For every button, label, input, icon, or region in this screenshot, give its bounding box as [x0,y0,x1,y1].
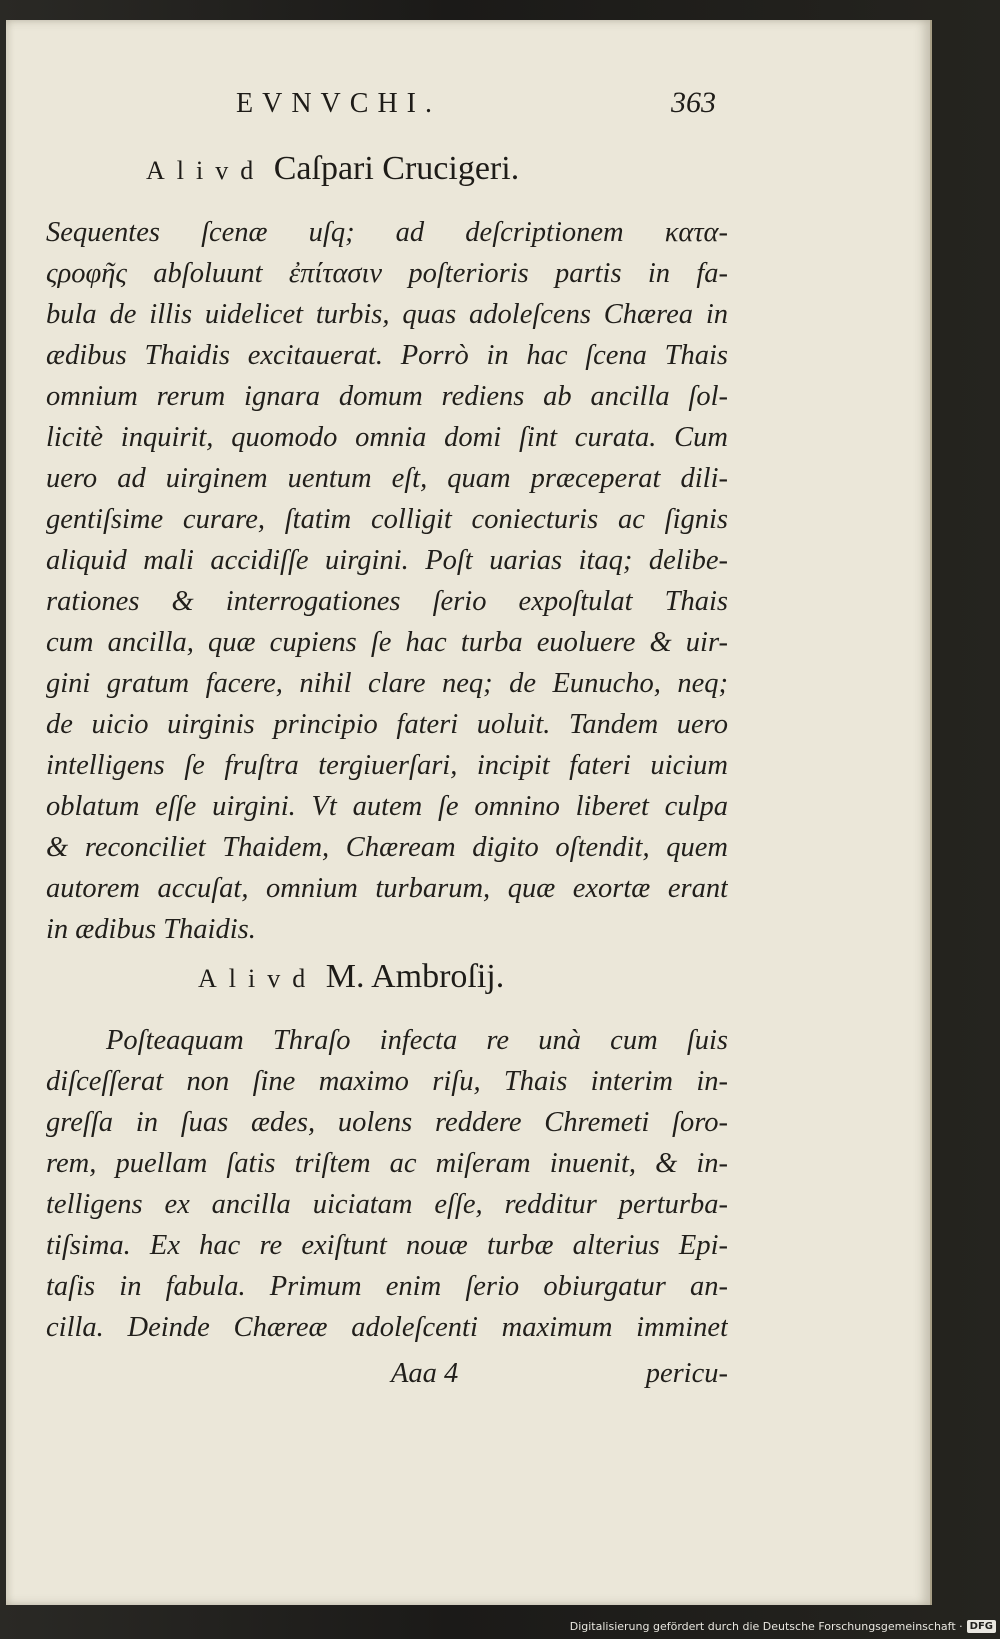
text-line: Poſteaquam Thraſo infecta re unà cum ſuis [106,1025,728,1056]
text-line: intelligens ſe fruſtra tergiuerſari, incipit fateri uicium [46,750,728,781]
text-line: oblatum eſſe uirgini. Vt autem ſe omnino liberet culpa [46,791,728,822]
catchword: pericu- [645,1358,728,1389]
text-line: aliquid mali accidiſſe uirgini. Poſt uarias itaq; delibe- [46,545,728,576]
dfg-logo: DFG [967,1620,996,1633]
text-line: bula de illis uidelicet turbis, quas adoleſcens Chærea in [46,299,728,330]
text-line: in ædibus Thaidis. [46,914,256,945]
book-page [6,20,932,1605]
text-line: telligens ex ancilla uiciatam eſſe, redditur perturba- [46,1189,728,1220]
heading-name: M. Ambroſij. [325,958,505,995]
text-line: ædibus Thaidis excitauerat. Porrò in hac ſcena Thais [46,340,728,371]
heading-smallcaps: Alivd [198,964,318,993]
text-line: de uicio uirginis principio fateri uoluit. Tandem uero [46,709,728,740]
text-line: cum ancilla, quæ cupiens ſe hac turba euoluere & uir- [46,627,728,658]
signature-mark: Aaa 4 [391,1358,459,1389]
text-line: omnium rerum ignara domum rediens ab ancilla ſol- [46,381,728,412]
running-title: EVNVCHI. [236,88,441,119]
text-line: taſis in fabula. Primum enim ſerio obiurgatur an- [46,1271,728,1302]
heading-smallcaps: Alivd [146,156,266,185]
text-line: ςροφῆς abſoluunt ἐπίτασιν poſterioris partis in fa- [46,258,728,289]
text-line: gentiſsime curare, ſtatim colligit coniecturis ac ſignis [46,504,728,535]
page-foot [46,1358,728,1398]
text-line: & reconciliet Thaidem, Chæream digito oſtendit, quem [46,832,728,863]
paragraph-ambrosij [46,1020,728,1348]
text-line: autorem accuſat, omnium turbarum, quæ exortæ erant [46,873,728,904]
section-heading-crucigeri [146,150,519,188]
text-line: greſſa in ſuas ædes, uolens reddere Chremeti ſoro- [46,1107,728,1138]
credit-text: Digitalisierung gefördert durch die Deutsche Forschungsgemeinschaft · [569,1620,963,1633]
text-line: uero ad uirginem uentum eſt, quam præceperat dili- [46,463,728,494]
text-line: gini gratum facere, nihil clare neq; de Eunucho, neq; [46,668,728,699]
paragraph-crucigeri [46,212,728,950]
heading-name: Caſpari Crucigeri. [273,150,520,187]
page-number: 363 [671,86,716,119]
text-line: tiſsima. Ex hac re exiſtunt nouæ turbæ alterius Epi- [46,1230,728,1261]
text-line: cilla. Deinde Chæreæ adoleſcenti maximum imminet [46,1312,728,1343]
digitization-credit [570,1620,996,1633]
text-line: rem, puellam ſatis triſtem ac miſeram inuenit, & in- [46,1148,728,1179]
text-line: Sequentes ſcenæ uſq; ad deſcriptionem κατα- [46,217,728,248]
section-heading-ambrosij [198,958,504,996]
text-line: licitè inquirit, quomodo omnia domi ſint curata. Cum [46,422,728,453]
text-line: rationes & interrogationes ſerio expoſtulat Thais [46,586,728,617]
running-head [236,88,716,138]
text-line: diſceſſerat non ſine maximo riſu, Thais interim in- [46,1066,728,1097]
